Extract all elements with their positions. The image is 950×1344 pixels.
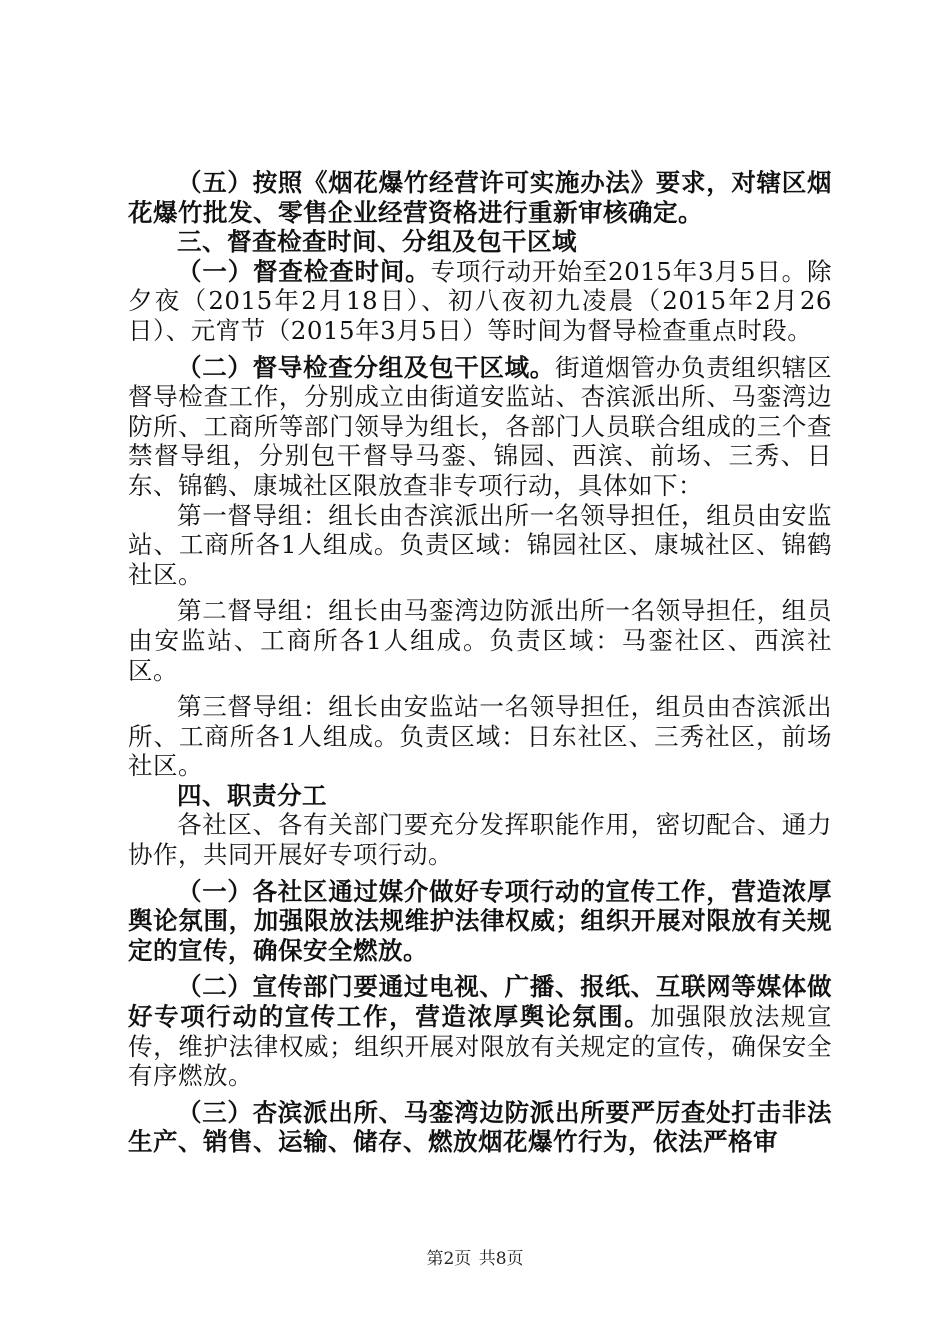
paragraph-duty-1-communities: （一）各社区通过媒介做好专项行动的宣传工作，营造浓厚舆论氛围，加强限放法规维护法律权威；组织开展对限放有关规定的宣传，确保安全燃放。 [128, 876, 832, 965]
section-heading-3: 三、督查检查时间、分组及包干区域 [177, 227, 577, 257]
paragraph-group-1: 第一督导组：组长由杏滨派出所一名领导担任，组员由安监站、工商所各1人组成。负责区域：锦园社区、康城社区、锦鹤社区。 [128, 500, 832, 589]
paragraph-5-license-review: （五）按照《烟花爆竹经营许可实施办法》要求，对辖区烟花爆竹批发、零售企业经营资格进行重新审核确定。 [128, 168, 832, 227]
paragraph-duty-2-publicity: （二）宣传部门要通过电视、广播、报纸、互联网等媒体做好专项行动的宣传工作，营造浓厚舆论氛围。加强限放法规宣传，维护法律权威；组织开展对限放有关规定的宣传，确保安全有序燃放。 [128, 972, 833, 1091]
paragraph-group-2: 第二督导组：组长由马銮湾边防派出所一名领导担任，组员由安监站、工商所各1人组成。负责区域：马銮社区、西滨社区。 [128, 596, 832, 685]
page-footer [0, 1244, 950, 1269]
page-number: 第2页 [426, 1249, 472, 1269]
paragraph-inspection-groups: （二）督导检查分组及包干区域。街道烟管办负责组织辖区督导检查工作，分别成立由街道安监站、杏滨派出所、马銮湾边防所、工商所等部门领导为组长，各部门人员联合组成的三个查禁督导组，分别包干督导马銮、锦园、西滨、前场、三秀、日东、锦鹤、康城社区限放查非专项行动，具体如下： [128, 352, 832, 500]
section-heading-4: 四、职责分工 [177, 780, 327, 810]
paragraph-group-3: 第三督导组：组长由安监站一名领导担任，组员由杏滨派出所、工商所各1人组成。负责区域：日东社区、三秀社区，前场社区。 [128, 692, 832, 781]
paragraph-cooperation: 各社区、各有关部门要充分发挥职能作用，密切配合、通力协作，共同开展好专项行动。 [128, 810, 832, 870]
document-body [128, 168, 832, 1157]
paragraph-inspection-time: （一）督查检查时间。专项行动开始至2015年3月5日。除夕夜（2015年2月18日）、初八夜初九凌晨（2015年2月26日）、元宵节（2015年3月5日）等时间为督导检查重点时段。 [128, 256, 832, 345]
paragraph-duty-3-police: （三）杏滨派出所、马銮湾边防派出所要严厉查处打击非法生产、销售、运输、储存、燃放烟花爆竹行为，依法严格审 [128, 1097, 832, 1157]
page-total: 共8页 [478, 1249, 524, 1269]
